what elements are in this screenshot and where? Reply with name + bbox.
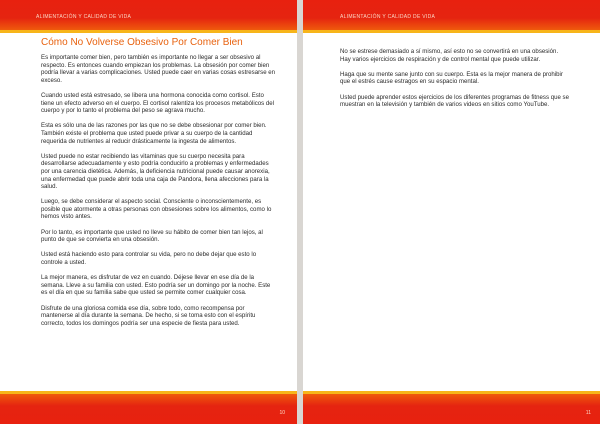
paragraph: Luego, se debe considerar el aspecto social. Consciente o inconscientemente, es posible que atormente a otras personas con obsesiones sobre los alimentos, como lo hemos visto antes. — [41, 198, 272, 221]
paragraph: Usted puede no estar recibiendo las vitaminas que su cuerpo necesita para desarrollarse adecuadamente y esto podría conducirlo a problemas y enfermedades por una carencia dietética. Además, la deficiencia nutricional puede causar anorexia, una enfermedad que puede abrir toda una caja de Pandora, llena afecciones para la salud. — [41, 152, 270, 191]
left-page — [0, 0, 297, 424]
body-text — [340, 48, 570, 116]
paragraph: Cuando usted está estresado, se libera una hormona conocida como cortisol. Esto tiene un efecto adverso en el cuerpo. El cortisol ralentiza los procesos metabólicos del cuerpo y por lo tanto el problema del peso se agrava mucho. — [41, 91, 275, 115]
paragraph: Esta es sólo una de las razones por las que no se debe obsesionar por comer bien. También existe el problema que usted puede privar a su cuerpo de la cantidad requerida de nutrientes al reducir drásticamente la ingesta de alimentos. — [41, 122, 267, 145]
running-header: ALIMENTACIÓN Y CALIDAD DE VIDA — [36, 14, 132, 20]
paragraph: La mejor manera, es disfrutar de vez en cuando. Déjese llevar en ese día de la semana. Lleve a su familia con usted. Esto podría ser un domingo por la noche. Este es el día en que su familia sabe que usted se permite comer cualquier cosa. — [41, 274, 271, 297]
right-page — [303, 0, 600, 424]
paragraph: No se estrese demasiado a sí mismo, así esto no se convertirá en una obsesión. Hay varios ejercicios de respiración y de control mental que puede utilizar. — [340, 48, 559, 63]
paragraph: Usted está haciendo esto para controlar su vida, pero no debe dejar que esto lo controle a usted. — [41, 251, 257, 267]
paragraph: Disfrute de una gloriosa comida ese día, sobre todo, como recompensa por mantenerse al día durante la semana. De hecho, si se toma esto con el espíritu correcto, todos los domingos podría ser una especie de fiesta para usted. — [41, 304, 256, 327]
paragraph: Es importante comer bien, pero también es importante no llegar a ser obsesivo al respecto. Es entonces cuando empiezan los problemas. La obsesión por comer bien podría llevar a varias complicaciones. Usted puede caer en varias cosas estresarse en exceso. — [41, 54, 276, 84]
top-stripe — [303, 30, 600, 33]
paragraph: Por lo tanto, es importante que usted no lleve su hábito de comer bien tan lejos, al punto de que se convierta en una obsesión. — [41, 228, 263, 244]
body-text — [41, 54, 276, 335]
page-number: 10 — [279, 410, 285, 416]
top-stripe — [0, 30, 297, 33]
page-number: 11 — [585, 410, 591, 416]
bottom-band — [303, 394, 600, 424]
paragraph: Usted puede aprender estos ejercicios de los diferentes programas de fitness que se muestran en la televisión y también de varios videos en sitios como YouTube. — [340, 93, 569, 109]
paragraph: Haga que su mente sane junto con su cuerpo. Esta es la mejor manera de prohibir que el estrés cause estragos en su espacio mental. — [340, 70, 563, 86]
running-header: ALIMENTACIÓN Y CALIDAD DE VIDA — [340, 14, 436, 20]
chapter-title: Cómo No Volverse Obsesivo Por Comer Bien — [41, 37, 243, 48]
bottom-band — [0, 394, 297, 424]
